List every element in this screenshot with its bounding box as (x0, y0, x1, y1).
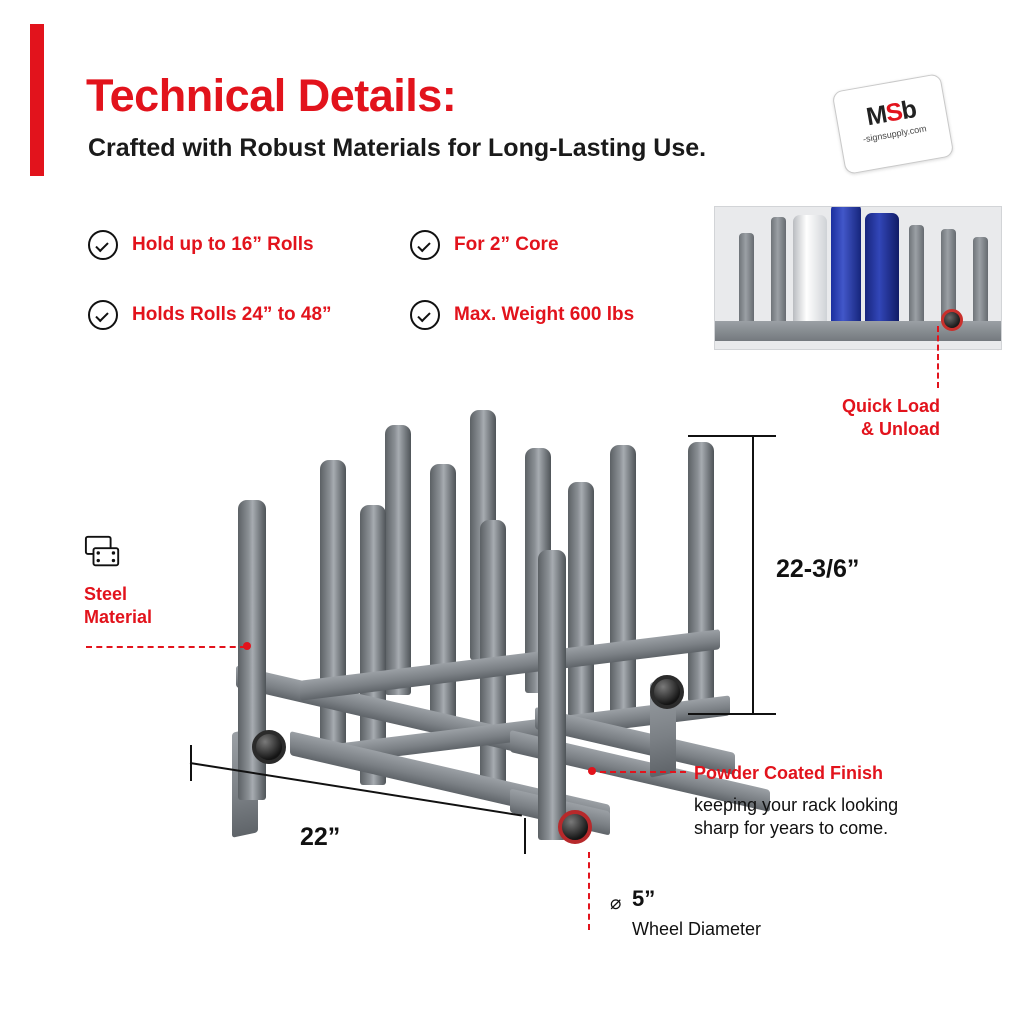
brand-logo-mark: MSb (864, 95, 919, 132)
height-dimension-label: 22-3/6” (776, 555, 860, 583)
feature-item-3 (410, 300, 634, 330)
steel-plate-icon (84, 533, 122, 571)
width-dimension-label: 22” (300, 823, 341, 851)
feature-item-1 (410, 230, 559, 260)
height-dim-line (752, 435, 754, 715)
width-dim-right-tick (524, 818, 526, 854)
caster-wheel (252, 730, 286, 764)
check-circle-icon (88, 300, 118, 330)
accent-bar (30, 24, 44, 176)
feature-label-2: Holds Rolls 24” to 48” (132, 304, 332, 325)
brand-logo-s: S (883, 97, 904, 128)
height-dim-top-tick (688, 435, 776, 437)
page-title: Technical Details: (86, 70, 457, 121)
post (568, 482, 594, 732)
powder-coated-description: keeping your rack looking sharp for years to come. (694, 795, 899, 839)
steel-material-callout: Steel Material (84, 584, 153, 627)
post (610, 445, 636, 725)
page-subtitle: Crafted with Robust Materials for Long-Lasting Use. (88, 134, 707, 162)
post (688, 442, 714, 702)
caster-wheel (558, 810, 592, 844)
post (385, 425, 411, 695)
feature-label-0: Hold up to 16” Rolls (132, 234, 314, 255)
powder-callout-dot (588, 767, 596, 775)
post (430, 464, 456, 729)
feature-item-0 (88, 230, 314, 260)
steel-callout-leader (86, 646, 246, 648)
quick-load-caption: Quick Load & Unload (841, 396, 940, 439)
post (538, 550, 566, 840)
check-circle-icon (410, 230, 440, 260)
powder-callout-leader (600, 771, 686, 773)
brand-logo-url: -signsupply.com (862, 123, 928, 145)
feature-label-3: Max. Weight 600 lbs (454, 304, 635, 325)
inset-caster-icon (941, 309, 963, 331)
diameter-symbol: ⌀ (610, 893, 622, 914)
brand-logo (832, 73, 955, 175)
feature-label-1: For 2” Core (454, 234, 559, 255)
wheel-callout-leader (588, 852, 590, 930)
quick-load-leader (937, 326, 939, 388)
height-dim-bottom-tick (688, 713, 776, 715)
product-illustration (180, 400, 740, 870)
caster-wheel (650, 675, 684, 709)
wheel-diameter-caption: Wheel Diameter (632, 919, 762, 939)
inset-photo-quick-load (714, 206, 1002, 350)
check-circle-icon (410, 300, 440, 330)
powder-coated-title: Powder Coated Finish (694, 763, 884, 783)
feature-item-2 (88, 300, 332, 330)
check-circle-icon (88, 230, 118, 260)
wheel-diameter-value: 5” (632, 886, 656, 911)
steel-callout-dot (243, 642, 251, 650)
